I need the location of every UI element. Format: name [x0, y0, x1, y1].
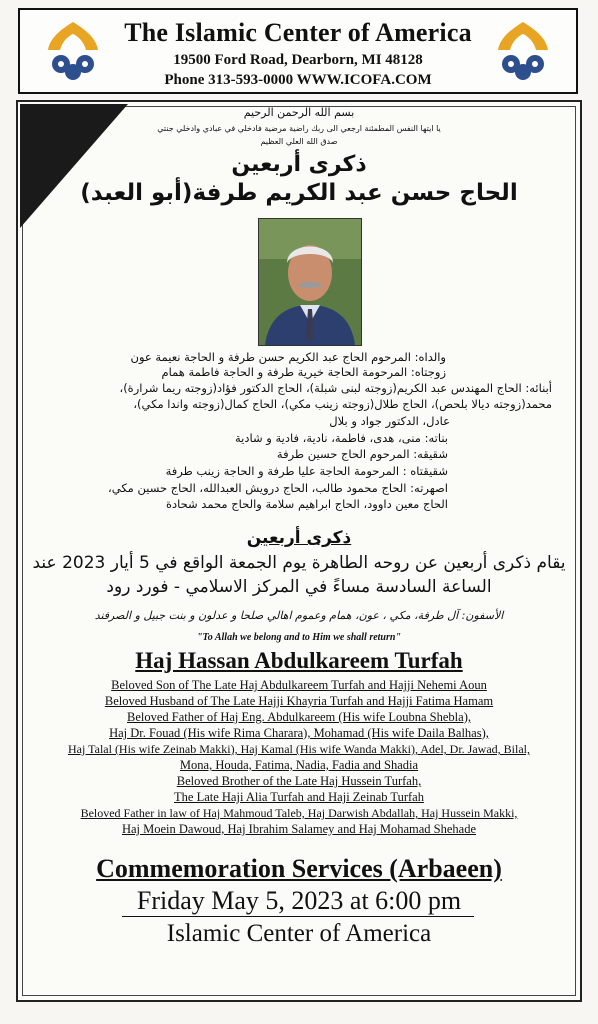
- arabic-in-laws-line2: الحاج معين داوود، الحاج ابراهيم سلامة والحاج محمد شحادة: [165, 497, 448, 511]
- family-line-parents: Beloved Son of The Late Haj Abdulkareem Turfah and Hajji Nehemi Aoun: [111, 678, 487, 692]
- family-line-sons-2: Haj Dr. Fouad (His wife Rima Charara), Mohamad (His wife Daila Balhas),: [109, 726, 489, 740]
- family-line-wives: Beloved Husband of The Late Hajji Khayria Turfah and Hajji Fatima Hamam: [104, 694, 494, 708]
- arabic-sons-line2: محمد(زوجته ديالا بلحص)، الحاج طلال(زوجته زينب مكي)، الحاج كمال(زوجته واندا مكي)،: [133, 397, 552, 411]
- family-line-daughters: Mona, Houda, Fatima, Nadia, Fadia and Shadia: [179, 758, 419, 772]
- arabic-sisters: شقيقتاه : المرحومة الحاجة عليا طرفة و الحاجة زينب طرفة: [165, 464, 448, 478]
- arabic-sons-line3: عادل، الدكتور جواد و بلال: [329, 414, 450, 428]
- datetime-underline: [122, 916, 474, 917]
- header-banner: [18, 8, 578, 94]
- islamic-center-logo-icon: [490, 20, 556, 86]
- arabic-subheading: ذكرى أربعين: [246, 528, 352, 548]
- arabic-brother: شقيقه: المرحوم الحاج حسين طرفة: [276, 447, 448, 461]
- center-address: 19500 Ford Road, Dearborn, MI 48128: [173, 52, 423, 68]
- arabic-in-laws-line1: اصهرته: الحاج محمود طالب، الحاج درويش العبدالله، الحاج حسين مكي،: [108, 481, 448, 495]
- arabic-daughters: بناته: منى، هدى، فاطمة، نادية، فادية و شادية: [235, 431, 448, 445]
- service-datetime: Friday May 5, 2023 at 6:00 pm: [136, 886, 462, 915]
- portrait-icon: [259, 219, 361, 345]
- arabic-deceased-name: الحاج حسن عبد الكريم طرفة(أبو العبد): [80, 180, 518, 206]
- quote-line: "To Allah we belong and to Him we shall return": [196, 632, 401, 643]
- arabic-sons-line1: أبنائه: الحاج المهندس عبد الكريم(زوجته لبنى شبلة)، الحاج الدكتور فؤاد(زوجته ريما شرارة)،: [119, 381, 552, 395]
- center-phone-web: Phone 313-593-0000 WWW.ICOFA.COM: [164, 72, 432, 88]
- arabic-parents: والداه: المرحوم الحاج عبد الكريم حسن طرفة و الحاجة نعيمة عون: [130, 350, 446, 364]
- family-line-in-laws-2: Haj Moein Dawoud, Haj Ibrahim Salamey and Haj Mohamad Shehade: [121, 822, 477, 836]
- family-line-sons-3: Haj Talal (His wife Zeinab Makki), Haj Kamal (His wife Wanda Makki), Adel, Dr. Jawad, Bilal,: [68, 742, 530, 756]
- service-location: Islamic Center of America: [166, 920, 432, 947]
- arabic-wives: زوجتاه: المرحومة الحاجة خيرية طرفة و الحاجة فاطمة همام: [161, 365, 446, 379]
- arabic-title-arbaeen: ذكرى أربعين: [231, 152, 367, 177]
- basmala: بسم الله الرحمن الرحيم: [243, 106, 355, 119]
- family-line-sisters: The Late Haji Alia Turfah and Haji Zeinab Turfah: [174, 790, 424, 804]
- deceased-photo: [258, 218, 362, 346]
- quran-verse: يا ايتها النفس المطمئنة ارجعي الى ربك راضية مرضية فادخلي في عبادي وادخلي جنتي: [157, 124, 441, 133]
- family-line-sons-1: Beloved Father of Haj Eng. Abdulkareem (His wife Loubna Shebla),: [126, 710, 471, 724]
- arabic-event-details: يقام ذكرى أربعين عن روحه الطاهرة يوم الجمعة الواقع في 5 أيار 2023 عند: [32, 553, 566, 573]
- deceased-name: Haj Hassan Abdulkareem Turfah: [135, 648, 463, 673]
- quran-verse-closing: صدق الله العلي العظيم: [260, 137, 338, 146]
- service-title: Commemoration Services (Arbaeen): [96, 854, 502, 883]
- arabic-event-location: الساعة السادسة مساءً في المركز الاسلامي - فورد رود: [106, 577, 492, 597]
- arabic-mourners: الأسفون: آل طرفة، مكي ، عون، همام وعموم اهالي صلحا و عدلون و بنت جبيل و الصرفند: [94, 609, 504, 622]
- family-line-brother: Beloved Brother of the Late Haj Hussein Turfah,: [176, 774, 422, 788]
- family-line-in-laws-1: Beloved Father in law of Haj Mahmoud Taleb, Haj Darwish Abdallah, Haj Hussein Makki,: [80, 806, 518, 820]
- center-name: The Islamic Center of America: [124, 18, 472, 47]
